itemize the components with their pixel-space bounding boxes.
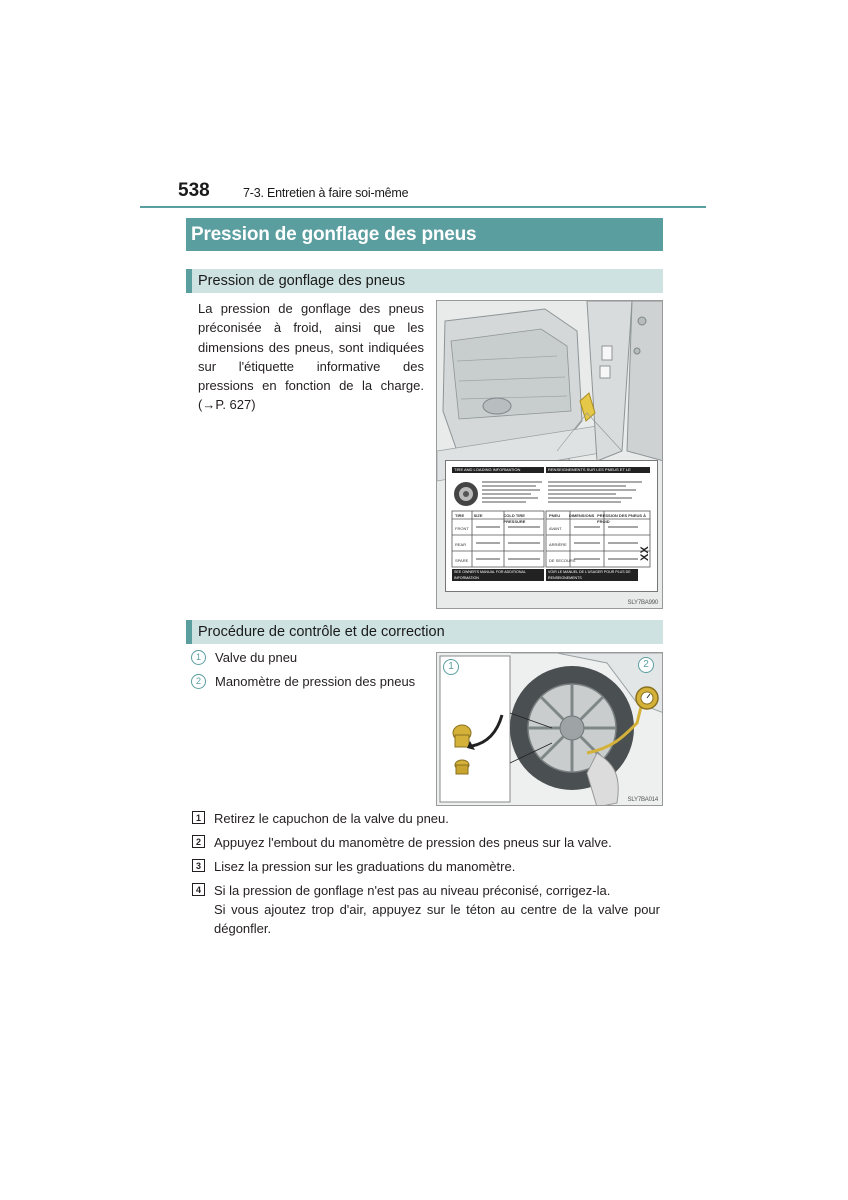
- pressure-paragraph: La pression de gonflage des pneus préconisée à froid, ainsi que les dimensions des pneus, sont indiquées sur l'étiquette informative des pressions en fonction de la charge. (→P. 627): [198, 301, 424, 413]
- step-text: Si la pression de gonflage n'est pas au niveau préconisé, corrigez-la.: [214, 883, 611, 898]
- step-number: 2: [192, 835, 205, 848]
- page-number: 538: [178, 180, 210, 201]
- legend-text: Manomètre de pression des pneus: [215, 674, 416, 689]
- label-col: TIRE: [455, 513, 465, 518]
- valve-gauge-figure: [436, 652, 663, 806]
- section-heading-procedure: Procédure de contrôle et de correction: [186, 620, 663, 644]
- header-rule: [140, 206, 706, 208]
- step-text: Retirez le capuchon de la valve du pneu.: [214, 811, 449, 826]
- step-note: Si vous ajoutez trop d'air, appuyez sur le téton au centre de la valve pour dégonfler.: [214, 902, 660, 936]
- step-number: 4: [192, 883, 205, 896]
- label-col: PRESSION DES PNEUS À FROID: [597, 513, 647, 524]
- legend-text: Valve du pneu: [215, 650, 298, 665]
- label-left-table: [455, 513, 545, 569]
- label-row: FRONT: [455, 526, 469, 531]
- tire-information-label: [445, 460, 658, 592]
- legend-item: [191, 650, 297, 665]
- label-col: PNEU: [549, 513, 561, 518]
- step-1: [192, 809, 660, 828]
- callout-2: 2: [638, 657, 654, 673]
- tire-label-figure: [436, 300, 663, 609]
- label-left-header: TIRE AND LOADING INFORMATION: [454, 467, 521, 472]
- step-4: [192, 881, 660, 938]
- callout-1: 1: [443, 659, 459, 675]
- valve-gauge-illustration: [437, 653, 663, 806]
- label-row: SPARE: [455, 558, 469, 563]
- callout-number: 1: [191, 650, 206, 665]
- step-2: [192, 833, 660, 852]
- label-row: REAR: [455, 542, 467, 547]
- label-col: COLD TIRE PRESSURE: [503, 513, 526, 524]
- step-number: 3: [192, 859, 205, 872]
- section-heading-pressure: Pression de gonflage des pneus: [186, 269, 663, 293]
- label-right-header: RENSEIGNEMENTS SUR LES PNEUS ET LE CHARGEMENT: [548, 467, 631, 478]
- label-col: DIMENSIONS: [568, 513, 595, 518]
- label-right-footer: VOIR LE MANUEL DE L'USAGER POUR PLUS DE RENSEIGNEMENTS: [548, 570, 631, 580]
- step-text: Lisez la pression sur les graduations du manomètre.: [214, 859, 516, 874]
- step-3: [192, 857, 660, 876]
- label-row: ARRIÈRE: [549, 542, 567, 547]
- figure-code: SLY7BA990: [627, 600, 658, 606]
- label-row: AVANT: [549, 526, 562, 531]
- step-text: Appuyez l'embout du manomètre de pression des pneus sur la valve.: [214, 835, 612, 850]
- callout-number: 2: [191, 674, 206, 689]
- label-col: SIZE: [473, 513, 483, 518]
- page-title: Pression de gonflage des pneus: [186, 218, 663, 251]
- figure-code: SLY7BA014: [627, 797, 658, 803]
- legend-item: [191, 674, 415, 689]
- label-right-table: [549, 513, 649, 569]
- label-left-footer: SEE OWNER'S MANUAL FOR ADDITIONAL INFORMATION: [454, 570, 526, 580]
- label-mark: XX: [639, 546, 651, 561]
- label-row: DE SECOURS: [549, 558, 576, 563]
- step-number: 1: [192, 811, 205, 824]
- chapter-title: 7-3. Entretien à faire soi-même: [243, 186, 409, 200]
